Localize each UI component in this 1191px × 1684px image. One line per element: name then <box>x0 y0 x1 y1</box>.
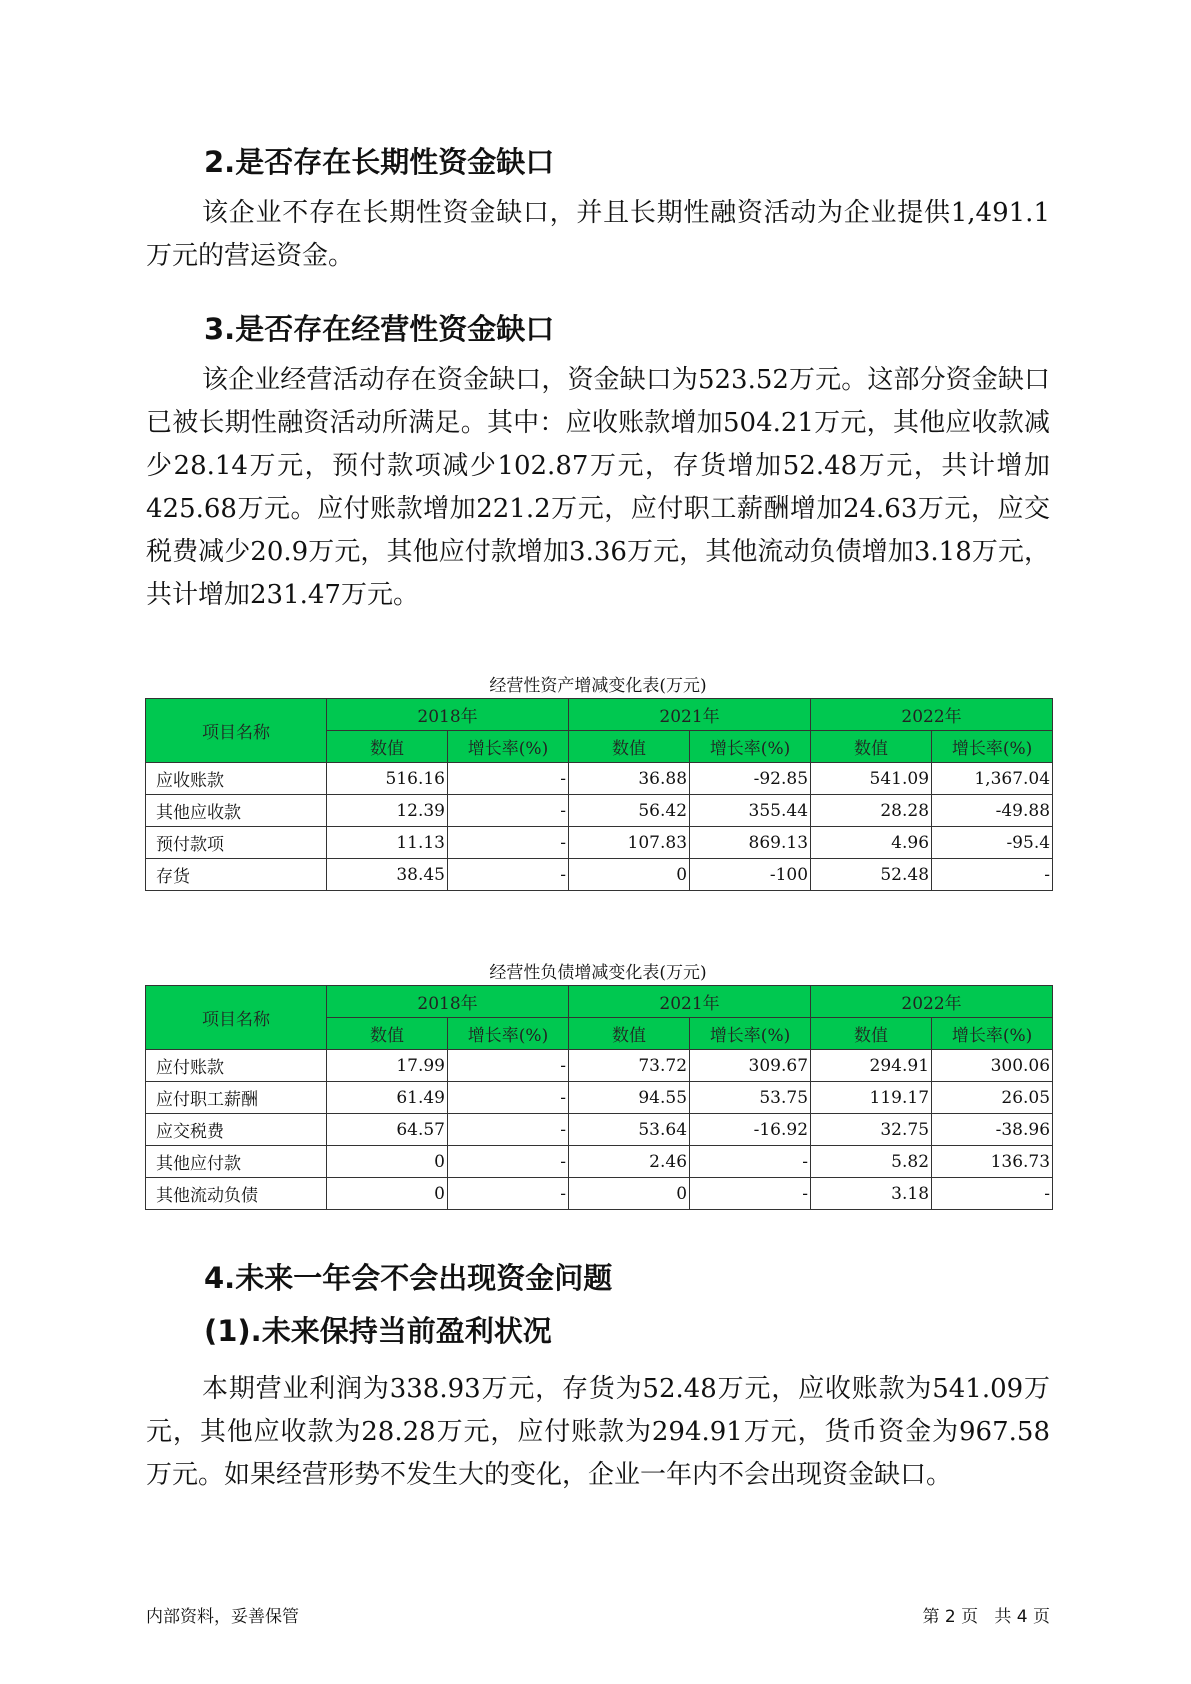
cell: 56.42 <box>569 795 690 827</box>
cell: -92.85 <box>690 763 811 795</box>
cell: - <box>448 1146 569 1178</box>
header-growth-rate: 增长率(%) <box>932 1018 1053 1050</box>
cell: -95.4 <box>932 827 1053 859</box>
header-year-2018: 2018年 <box>327 699 569 731</box>
table-row <box>146 1082 1053 1114</box>
header-value: 数值 <box>569 1018 690 1050</box>
cell: 73.72 <box>569 1050 690 1082</box>
cell: - <box>932 1178 1053 1210</box>
header-growth-rate: 增长率(%) <box>690 731 811 763</box>
cell: 3.18 <box>811 1178 932 1210</box>
cell: 0 <box>569 859 690 891</box>
row-name: 应收账款 <box>146 763 327 795</box>
cell: - <box>690 1146 811 1178</box>
table-row <box>146 1114 1053 1146</box>
header-value: 数值 <box>811 731 932 763</box>
cell: 516.16 <box>327 763 448 795</box>
cell: - <box>448 859 569 891</box>
cell: 1,367.04 <box>932 763 1053 795</box>
cell: -100 <box>690 859 811 891</box>
header-year-2021: 2021年 <box>569 699 811 731</box>
cell: 38.45 <box>327 859 448 891</box>
cell: 61.49 <box>327 1082 448 1114</box>
header-project-name: 项目名称 <box>146 986 327 1050</box>
row-name: 应交税费 <box>146 1114 327 1146</box>
row-name: 应付职工薪酬 <box>146 1082 327 1114</box>
cell: 28.28 <box>811 795 932 827</box>
cell: 17.99 <box>327 1050 448 1082</box>
table-row <box>146 1146 1053 1178</box>
cell: - <box>448 1178 569 1210</box>
section-4-subheading: (1).未来保持当前盈利状况 <box>204 1314 552 1348</box>
cell: 52.48 <box>811 859 932 891</box>
footer-confidential-note: 内部资料，妥善保管 <box>146 1607 299 1627</box>
header-growth-rate: 增长率(%) <box>448 731 569 763</box>
header-project-name: 项目名称 <box>146 699 327 763</box>
cell: - <box>448 763 569 795</box>
header-growth-rate: 增长率(%) <box>932 731 1053 763</box>
cell: 300.06 <box>932 1050 1053 1082</box>
header-year-2021: 2021年 <box>569 986 811 1018</box>
section-2-heading: 2.是否存在长期性资金缺口 <box>204 145 555 179</box>
footer-page-number: 第 2 页 共 4 页 <box>922 1607 1050 1627</box>
table-row <box>146 763 1053 795</box>
table-row <box>146 1050 1053 1082</box>
cell: 2.46 <box>569 1146 690 1178</box>
header-year-2022: 2022年 <box>811 986 1053 1018</box>
cell: 12.39 <box>327 795 448 827</box>
cell: 309.67 <box>690 1050 811 1082</box>
liabilities-table <box>145 985 1053 1210</box>
cell: 0 <box>327 1146 448 1178</box>
assets-table-caption: 经营性资产增减变化表(万元) <box>489 676 707 696</box>
row-name: 其他应收款 <box>146 795 327 827</box>
cell: 53.64 <box>569 1114 690 1146</box>
cell: - <box>448 1050 569 1082</box>
cell: 26.05 <box>932 1082 1053 1114</box>
section-3-heading: 3.是否存在经营性资金缺口 <box>204 312 555 346</box>
cell: -38.96 <box>932 1114 1053 1146</box>
cell: 107.83 <box>569 827 690 859</box>
section-3-paragraph: 该企业经营活动存在资金缺口，资金缺口为523.52万元。这部分资金缺口已被长期性融资活动所满足。其中：应收账款增加504.21万元，其他应收款减少28.14万元，预付款项减少102.87万元，存货增加52.48万元，共计增加425.68万元。应付账款增加221.2万元，应付职工薪酬增加24.63万元，应交税费减少20.9万元，其他应付款增加3.36万元，其他流动负债增加3.18万元，共计增加231.47万元。 <box>146 365 1050 610</box>
cell: 4.96 <box>811 827 932 859</box>
table-row <box>146 859 1053 891</box>
cell: 36.88 <box>569 763 690 795</box>
assets-table <box>145 698 1053 891</box>
cell: 119.17 <box>811 1082 932 1114</box>
cell: - <box>448 795 569 827</box>
cell: - <box>448 1114 569 1146</box>
cell: 541.09 <box>811 763 932 795</box>
cell: - <box>690 1178 811 1210</box>
header-growth-rate: 增长率(%) <box>690 1018 811 1050</box>
cell: 0 <box>327 1178 448 1210</box>
cell: 53.75 <box>690 1082 811 1114</box>
cell: 11.13 <box>327 827 448 859</box>
table-row <box>146 1178 1053 1210</box>
row-name: 存货 <box>146 859 327 891</box>
header-value: 数值 <box>569 731 690 763</box>
cell: 0 <box>569 1178 690 1210</box>
cell: 294.91 <box>811 1050 932 1082</box>
table-row <box>146 827 1053 859</box>
row-name: 预付款项 <box>146 827 327 859</box>
row-name: 其他应付款 <box>146 1146 327 1178</box>
section-4-paragraph: 本期营业利润为338.93万元，存货为52.48万元，应收账款为541.09万元，其他应收款为28.28万元，应付账款为294.91万元，货币资金为967.58万元。如果经营形势不发生大的变化，企业一年内不会出现资金缺口。 <box>146 1374 1050 1490</box>
cell: 94.55 <box>569 1082 690 1114</box>
header-year-2018: 2018年 <box>327 986 569 1018</box>
cell: 64.57 <box>327 1114 448 1146</box>
cell: 5.82 <box>811 1146 932 1178</box>
cell: - <box>448 1082 569 1114</box>
header-value: 数值 <box>327 1018 448 1050</box>
table-row <box>146 795 1053 827</box>
cell: 32.75 <box>811 1114 932 1146</box>
cell: -49.88 <box>932 795 1053 827</box>
cell: 136.73 <box>932 1146 1053 1178</box>
header-year-2022: 2022年 <box>811 699 1053 731</box>
cell: 869.13 <box>690 827 811 859</box>
header-growth-rate: 增长率(%) <box>448 1018 569 1050</box>
row-name: 应付账款 <box>146 1050 327 1082</box>
header-value: 数值 <box>327 731 448 763</box>
liabilities-table-caption: 经营性负债增减变化表(万元) <box>489 963 707 983</box>
section-4-heading: 4.未来一年会不会出现资金问题 <box>204 1261 613 1295</box>
row-name: 其他流动负债 <box>146 1178 327 1210</box>
cell: - <box>932 859 1053 891</box>
cell: -16.92 <box>690 1114 811 1146</box>
section-2-paragraph: 该企业不存在长期性资金缺口，并且长期性融资活动为企业提供1,491.1万元的营运资金。 <box>146 198 1050 271</box>
cell: 355.44 <box>690 795 811 827</box>
header-value: 数值 <box>811 1018 932 1050</box>
cell: - <box>448 827 569 859</box>
